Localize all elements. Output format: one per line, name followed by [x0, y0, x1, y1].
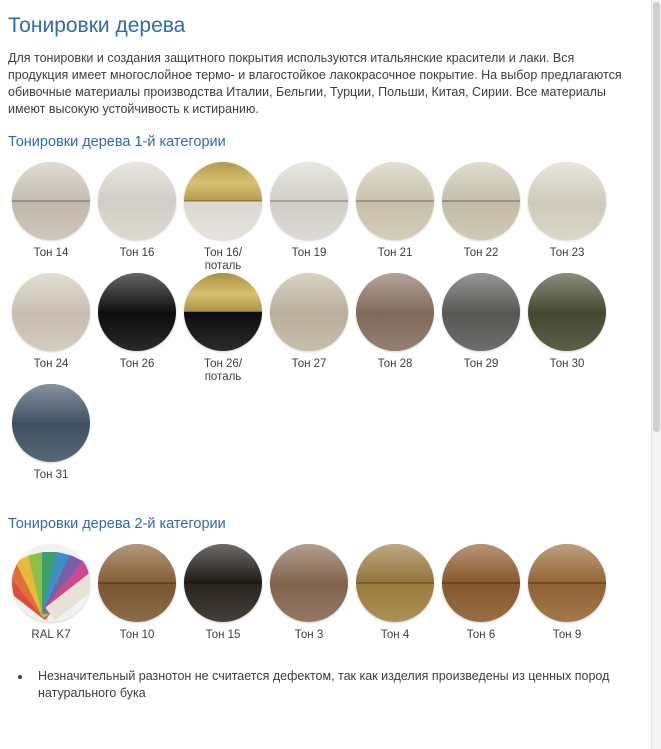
swatch-label: Тон 31 [33, 469, 69, 481]
swatch-item[interactable] [352, 273, 438, 384]
page-scrollbar[interactable] [651, 0, 661, 749]
color-disc [98, 162, 176, 240]
swatch-label: Тон 29 [463, 358, 499, 370]
section-title-category-2: Тонировки дерева 2-й категории [8, 516, 226, 532]
swatch-item[interactable] [524, 273, 610, 384]
swatch-item[interactable] [266, 162, 352, 273]
swatch-label: Тон 21 [377, 247, 413, 259]
disc-seam-line [184, 311, 262, 313]
disc-bottom-half [356, 312, 434, 351]
color-disc [12, 273, 90, 351]
disc-top-half [98, 273, 176, 312]
disc-top-half [270, 544, 348, 583]
intro-paragraph: Для тонировки и создания защитного покрытия используются итальянские красители и лаки. Вся продукция имеет многослойное термо- и влагостойкое лакокрасочное покрытие. На выбор предлагаются обивочные материалы производства Италии, Бельгии, Турции, Польши, Китая, Сирии. Все материалы имеют высокую устойчивость к истиранию. [8, 51, 622, 116]
disc-top-half [98, 544, 176, 583]
disc-bottom-half [184, 201, 262, 240]
disc-bottom-half [528, 312, 606, 351]
swatch-label: Тон 28 [377, 358, 413, 370]
swatch-item[interactable] [438, 273, 524, 384]
disc-top-half [442, 273, 520, 312]
disc-top-half [528, 544, 606, 583]
disc-bottom-half [442, 583, 520, 622]
section-title-category-1: Тонировки дерева 1-й категории [8, 134, 226, 150]
disc-top-half [356, 544, 434, 583]
disc-seam-line [270, 200, 348, 202]
color-disc [98, 273, 176, 351]
swatch-grid-category-2 [8, 544, 647, 642]
swatch-item[interactable] [438, 162, 524, 273]
swatch-item[interactable] [352, 162, 438, 273]
swatch-item[interactable] [94, 273, 180, 384]
disc-bottom-half [98, 583, 176, 622]
disc-top-half [442, 544, 520, 583]
swatch-item[interactable] [352, 544, 438, 642]
swatch-item[interactable] [8, 544, 94, 642]
swatch-label: Тон 16 [119, 247, 155, 259]
color-disc [528, 162, 606, 240]
disc-top-half [270, 273, 348, 312]
disc-bottom-half [12, 423, 90, 462]
swatch-item[interactable] [180, 273, 266, 384]
disc-top-half [184, 162, 262, 201]
disc-bottom-half [442, 312, 520, 351]
disc-top-half [356, 162, 434, 201]
swatch-label: Тон 9 [552, 629, 582, 641]
disc-top-half [12, 273, 90, 312]
disc-top-half [270, 162, 348, 201]
disc-bottom-half [442, 201, 520, 240]
disc-bottom-half [12, 312, 90, 351]
swatch-grid-category-1 [8, 162, 647, 482]
color-disc [98, 544, 176, 622]
swatch-item[interactable] [180, 544, 266, 642]
disc-bottom-half [270, 583, 348, 622]
swatch-item[interactable] [524, 544, 610, 642]
swatch-label: Тон 27 [291, 358, 327, 370]
color-disc [12, 384, 90, 462]
swatch-label: Тон 14 [33, 247, 69, 259]
swatch-item[interactable] [524, 162, 610, 273]
swatch-label: Тон 26 [119, 358, 155, 370]
swatch-label: Тон 3 [294, 629, 324, 641]
swatch-label: Тон 10 [119, 629, 155, 641]
disc-top-half [442, 162, 520, 201]
color-disc [356, 544, 434, 622]
disc-bottom-half [356, 583, 434, 622]
color-disc [528, 273, 606, 351]
swatch-item[interactable] [438, 544, 524, 642]
disc-top-half [12, 384, 90, 423]
color-disc [270, 544, 348, 622]
swatch-label: Тон 4 [380, 629, 410, 641]
color-disc [442, 162, 520, 240]
disc-seam-line [12, 200, 90, 202]
color-disc [442, 273, 520, 351]
swatch-label: Тон 6 [466, 629, 496, 641]
color-disc [442, 544, 520, 622]
disc-seam-line [356, 582, 434, 584]
disc-bottom-half [528, 583, 606, 622]
disc-seam-line [184, 582, 262, 584]
disc-seam-line [184, 200, 262, 202]
swatch-item[interactable] [266, 544, 352, 642]
note-item: • Незначительный разнотон не считается дефектом, так как изделия произведены из ценных пород натурального бука [32, 668, 647, 702]
color-disc [356, 273, 434, 351]
disc-bottom-half [12, 201, 90, 240]
disc-seam-line [528, 582, 606, 584]
disc-top-half [356, 273, 434, 312]
disc-top-half [98, 162, 176, 201]
disc-top-half [184, 273, 262, 312]
disc-seam-line [442, 582, 520, 584]
page-title: Тонировки дерева [8, 14, 186, 37]
swatch-item[interactable] [8, 384, 94, 482]
disc-seam-line [98, 582, 176, 584]
color-disc [184, 162, 262, 240]
disc-bottom-half [98, 201, 176, 240]
swatch-item[interactable] [8, 273, 94, 384]
notes-list [8, 668, 647, 702]
disc-top-half [184, 544, 262, 583]
swatch-label: Тон 23 [549, 247, 585, 259]
disc-bottom-half [270, 312, 348, 351]
color-disc [184, 544, 262, 622]
swatch-label: Тон 24 [33, 358, 69, 370]
swatch-item[interactable] [94, 544, 180, 642]
disc-seam-line [356, 200, 434, 202]
color-disc [356, 162, 434, 240]
swatch-label: RAL K7 [31, 629, 71, 641]
disc-top-half [528, 162, 606, 201]
swatch-label: Тон 22 [463, 247, 499, 259]
color-disc [184, 273, 262, 351]
swatch-label: Тон 15 [205, 629, 241, 641]
disc-bottom-half [184, 312, 262, 351]
color-disc [528, 544, 606, 622]
swatch-label: Тон 26/ поталь [203, 358, 243, 383]
color-disc [270, 162, 348, 240]
disc-bottom-half [184, 583, 262, 622]
swatch-item[interactable] [8, 162, 94, 273]
scrollbar-thumb[interactable] [653, 2, 660, 432]
color-disc [12, 162, 90, 240]
disc-bottom-half [270, 201, 348, 240]
swatch-item[interactable] [266, 273, 352, 384]
swatch-label: Тон 30 [549, 358, 585, 370]
disc-bottom-half [98, 312, 176, 351]
swatch-label: Тон 19 [291, 247, 327, 259]
disc-bottom-half [356, 201, 434, 240]
disc-bottom-half [528, 201, 606, 240]
swatch-item[interactable] [94, 162, 180, 273]
swatch-item[interactable] [180, 162, 266, 273]
disc-seam-line [442, 200, 520, 202]
disc-top-half [528, 273, 606, 312]
ral-fandeck-icon [12, 544, 90, 622]
disc-top-half [12, 162, 90, 201]
color-disc [270, 273, 348, 351]
swatch-label: Тон 16/ поталь [203, 247, 243, 272]
